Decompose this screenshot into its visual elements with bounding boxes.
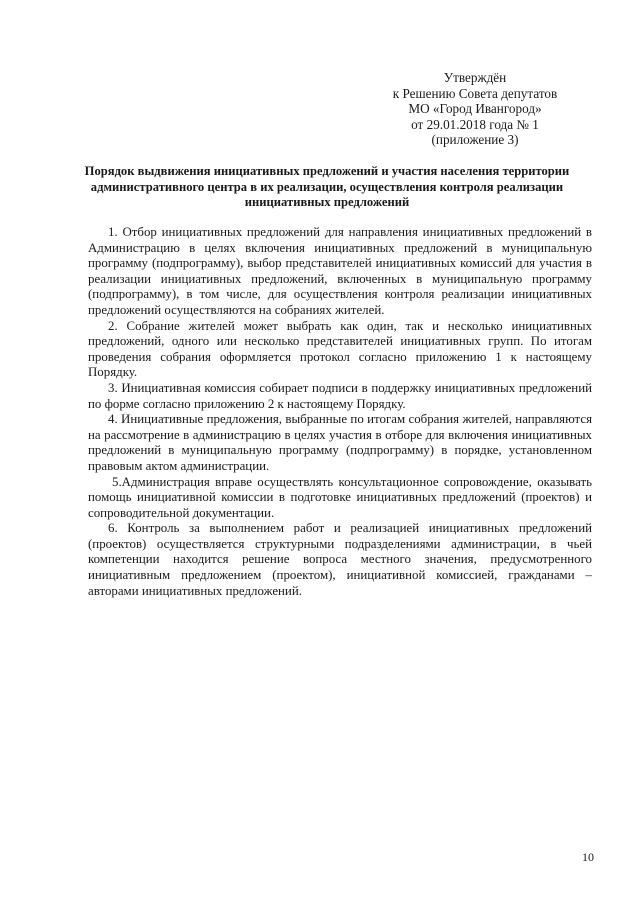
title-line-3: инициативных предложений bbox=[244, 195, 410, 210]
approval-line-decision: к Решению Совета депутатов bbox=[392, 85, 558, 101]
title-line-1: Порядок выдвижения инициативных предложений и участия населения территории bbox=[84, 164, 570, 178]
document-title bbox=[72, 164, 582, 211]
document-body bbox=[88, 225, 592, 599]
paragraph-3: 3. Инициативная комиссия собирает подписи в поддержку инициативных предложений по форме согласно приложению 2 к настоящему Порядку. bbox=[88, 380, 592, 411]
paragraph-4: 4. Инициативные предложения, выбранные по итогам собрания жителей, направляются на рассмотрение в администрацию в целях участия в отборе для включения инициативных предложений в муниципальную программу (подпрограмму) в порядке, установленном правовым актом администрации. bbox=[88, 412, 592, 473]
page-number: 10 bbox=[582, 850, 594, 864]
title-line-2: административного центра в их реализации, осуществления контроля реализации bbox=[90, 179, 564, 194]
approval-stamp bbox=[360, 70, 590, 148]
approval-line-approved: Утверждён bbox=[443, 70, 507, 85]
paragraph-1: 1. Отбор инициативных предложений для направления инициативных предложений в Администрацию в целях включения инициативных предложений в муниципальную программу (подпрограмму), выбор представителей инициативных комиссий для участия в реализации инициативных предложений, включенных в муниципальную программу (подпрограмму), в том числе, для осуществления контроля реализации инициативных предложений осуществляются на собраниях жителей. bbox=[88, 225, 592, 317]
approval-line-municipality: МО «Город Ивангород» bbox=[408, 101, 542, 117]
paragraph-6: 6. Контроль за выполнением работ и реализацией инициативных предложений (проектов) осуществляется структурными подразделениями администрации, в чьей компетенции находится решение вопроса местного значения, предусмотренного инициативным предложением (проектом), инициативной комиссией, гражданами – авторами инициативных предложений. bbox=[88, 521, 592, 598]
paragraph-2: 2. Собрание жителей может выбрать как один, так и несколько инициативных предложений, одного или несколько представителей инициативных групп. По итогам проведения собрания оформляется протокол согласно приложению 1 к настоящему Порядку. bbox=[88, 318, 592, 380]
paragraph-5: 5.Администрация вправе осуществлять консультационное сопровождение, оказывать помощь инициативной комиссии в подготовке инициативных предложений (проектов) и сопроводительной документации. bbox=[88, 474, 592, 520]
approval-line-date: от 29.01.2018 года № 1 bbox=[411, 116, 539, 132]
approval-line-appendix: (приложение 3) bbox=[431, 132, 519, 148]
